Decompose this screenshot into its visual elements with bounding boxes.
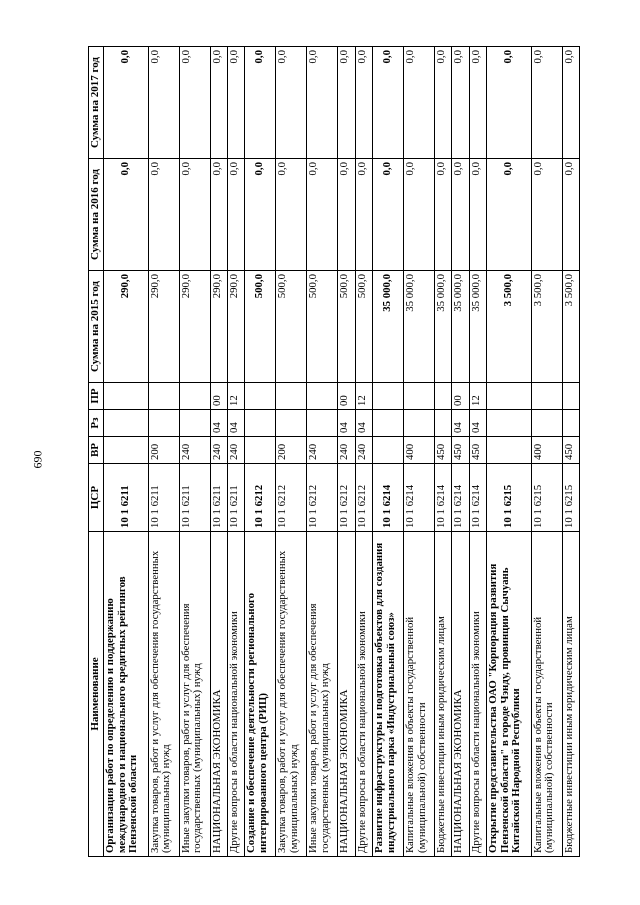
- cell-csr: 10 1 6215: [562, 464, 579, 532]
- cell-sum-2017: 0,0: [228, 47, 245, 159]
- cell-sum-2015: 290,0: [103, 271, 148, 383]
- header-sum-2015: Сумма на 2015 год: [89, 271, 104, 383]
- cell-vr: 400: [531, 437, 562, 464]
- cell-pr: [531, 383, 562, 410]
- cell-rz: [372, 410, 403, 437]
- cell-sum-2016: 0,0: [276, 159, 307, 271]
- cell-sum-2016: 0,0: [103, 159, 148, 271]
- cell-pr: [486, 383, 531, 410]
- cell-pr: [276, 383, 307, 410]
- cell-csr: 10 1 6214: [403, 464, 434, 532]
- cell-sum-2015: 500,0: [245, 271, 276, 383]
- cell-pr: 12: [355, 383, 372, 410]
- cell-sum-2015: 500,0: [355, 271, 372, 383]
- cell-vr: [486, 437, 531, 464]
- cell-csr: 10 1 6211: [210, 464, 227, 532]
- cell-sum-2017: 0,0: [338, 47, 355, 159]
- cell-sum-2017: 0,0: [245, 47, 276, 159]
- header-sum-2016: Сумма на 2016 год: [89, 159, 104, 271]
- cell-rz: 04: [228, 410, 245, 437]
- cell-name: НАЦИОНАЛЬНАЯ ЭКОНОМИКА: [338, 532, 355, 857]
- cell-pr: 12: [469, 383, 486, 410]
- cell-name: Бюджетные инвестиции иным юридическим лицам: [435, 532, 452, 857]
- cell-sum-2017: 0,0: [148, 47, 179, 159]
- cell-sum-2017: 0,0: [372, 47, 403, 159]
- page-number: 690: [30, 450, 45, 469]
- cell-rz: [179, 410, 210, 437]
- cell-name: НАЦИОНАЛЬНАЯ ЭКОНОМИКА: [452, 532, 469, 857]
- cell-csr: 10 1 6215: [486, 464, 531, 532]
- cell-name: Бюджетные инвестиции иным юридическим лицам: [562, 532, 579, 857]
- cell-sum-2017: 0,0: [531, 47, 562, 159]
- cell-vr: 200: [276, 437, 307, 464]
- cell-sum-2015: 290,0: [228, 271, 245, 383]
- cell-sum-2015: 290,0: [179, 271, 210, 383]
- cell-sum-2017: 0,0: [210, 47, 227, 159]
- cell-pr: [403, 383, 434, 410]
- table-row: [372, 47, 403, 857]
- cell-rz: [435, 410, 452, 437]
- cell-name: Развитие инфраструктуры и подготовка объектов для создания индустриального парка «Индустриальный союз»: [372, 532, 403, 857]
- cell-sum-2016: 0,0: [148, 159, 179, 271]
- table-row: [276, 47, 307, 857]
- cell-sum-2015: 35 000,0: [372, 271, 403, 383]
- cell-sum-2015: 500,0: [307, 271, 338, 383]
- cell-vr: 240: [355, 437, 372, 464]
- cell-sum-2016: 0,0: [355, 159, 372, 271]
- cell-sum-2017: 0,0: [276, 47, 307, 159]
- cell-sum-2016: 0,0: [531, 159, 562, 271]
- cell-vr: [372, 437, 403, 464]
- cell-pr: [435, 383, 452, 410]
- cell-pr: [148, 383, 179, 410]
- header-pr: ПР: [89, 383, 104, 410]
- cell-sum-2017: 0,0: [403, 47, 434, 159]
- header-csr: ЦСР: [89, 464, 104, 532]
- table-body: [103, 47, 579, 857]
- header-row: [89, 47, 104, 857]
- cell-name: Капитальные вложения в объекты государственной (муниципальной) собственности: [403, 532, 434, 857]
- cell-sum-2016: 0,0: [338, 159, 355, 271]
- cell-vr: 240: [307, 437, 338, 464]
- cell-sum-2016: 0,0: [210, 159, 227, 271]
- cell-sum-2017: 0,0: [486, 47, 531, 159]
- cell-pr: [103, 383, 148, 410]
- cell-name: Другие вопросы в области национальной экономики: [228, 532, 245, 857]
- cell-sum-2015: 35 000,0: [452, 271, 469, 383]
- rotated-table-container: [88, 47, 580, 857]
- cell-sum-2015: 35 000,0: [435, 271, 452, 383]
- table-row: [103, 47, 148, 857]
- cell-pr: [562, 383, 579, 410]
- cell-sum-2017: 0,0: [307, 47, 338, 159]
- cell-sum-2015: 500,0: [276, 271, 307, 383]
- cell-csr: 10 1 6211: [148, 464, 179, 532]
- cell-sum-2015: 3 500,0: [531, 271, 562, 383]
- cell-pr: [307, 383, 338, 410]
- table-row: [307, 47, 338, 857]
- cell-sum-2016: 0,0: [179, 159, 210, 271]
- cell-name: Другие вопросы в области национальной экономики: [355, 532, 372, 857]
- cell-csr: 10 1 6211: [103, 464, 148, 532]
- table-row: [148, 47, 179, 857]
- cell-rz: [245, 410, 276, 437]
- cell-sum-2015: 500,0: [338, 271, 355, 383]
- cell-vr: [103, 437, 148, 464]
- table-row: [179, 47, 210, 857]
- cell-sum-2017: 0,0: [179, 47, 210, 159]
- table-row: [435, 47, 452, 857]
- table-row: [403, 47, 434, 857]
- cell-sum-2016: 0,0: [452, 159, 469, 271]
- cell-rz: 04: [469, 410, 486, 437]
- cell-rz: 04: [452, 410, 469, 437]
- cell-sum-2016: 0,0: [486, 159, 531, 271]
- cell-pr: 12: [228, 383, 245, 410]
- header-name: Наименование: [89, 532, 104, 857]
- cell-rz: [486, 410, 531, 437]
- cell-pr: 00: [452, 383, 469, 410]
- table-row: [355, 47, 372, 857]
- cell-vr: 200: [148, 437, 179, 464]
- cell-rz: 04: [355, 410, 372, 437]
- budget-table: [88, 46, 580, 857]
- cell-csr: 10 1 6212: [276, 464, 307, 532]
- cell-sum-2016: 0,0: [245, 159, 276, 271]
- cell-vr: 240: [338, 437, 355, 464]
- cell-name: Закупка товаров, работ и услуг для обеспечения государственных (муниципальных) нужд: [148, 532, 179, 857]
- table-header: [89, 47, 104, 857]
- cell-csr: 10 1 6211: [228, 464, 245, 532]
- cell-sum-2015: 35 000,0: [469, 271, 486, 383]
- cell-csr: 10 1 6211: [179, 464, 210, 532]
- table-row: [562, 47, 579, 857]
- cell-sum-2015: 290,0: [210, 271, 227, 383]
- cell-name: Закупка товаров, работ и услуг для обеспечения государственных (муниципальных) нужд: [276, 532, 307, 857]
- cell-name: Организация работ по определению и поддержанию международного и национального кредитных рейтингов Пензенской области: [103, 532, 148, 857]
- cell-csr: 10 1 6212: [307, 464, 338, 532]
- cell-name: НАЦИОНАЛЬНАЯ ЭКОНОМИКА: [210, 532, 227, 857]
- cell-pr: [245, 383, 276, 410]
- cell-rz: [103, 410, 148, 437]
- cell-vr: 400: [403, 437, 434, 464]
- cell-rz: 04: [210, 410, 227, 437]
- cell-sum-2015: 3 500,0: [562, 271, 579, 383]
- cell-sum-2017: 0,0: [103, 47, 148, 159]
- cell-sum-2017: 0,0: [562, 47, 579, 159]
- cell-name: Иные закупки товаров, работ и услуг для обеспечения государственных (муниципальных) нужд: [179, 532, 210, 857]
- cell-rz: [403, 410, 434, 437]
- cell-rz: [562, 410, 579, 437]
- cell-sum-2017: 0,0: [469, 47, 486, 159]
- table-row: [452, 47, 469, 857]
- cell-sum-2015: 290,0: [148, 271, 179, 383]
- table-row: [486, 47, 531, 857]
- cell-sum-2017: 0,0: [355, 47, 372, 159]
- cell-name: Иные закупки товаров, работ и услуг для обеспечения государственных (муниципальных) нужд: [307, 532, 338, 857]
- cell-vr: 450: [562, 437, 579, 464]
- cell-sum-2016: 0,0: [469, 159, 486, 271]
- cell-pr: [372, 383, 403, 410]
- cell-rz: 04: [338, 410, 355, 437]
- cell-vr: 450: [435, 437, 452, 464]
- cell-rz: [276, 410, 307, 437]
- cell-sum-2016: 0,0: [403, 159, 434, 271]
- cell-sum-2016: 0,0: [372, 159, 403, 271]
- cell-vr: 240: [179, 437, 210, 464]
- cell-csr: 10 1 6214: [435, 464, 452, 532]
- cell-vr: 240: [228, 437, 245, 464]
- cell-csr: 10 1 6212: [245, 464, 276, 532]
- cell-sum-2016: 0,0: [435, 159, 452, 271]
- cell-sum-2016: 0,0: [307, 159, 338, 271]
- cell-pr: 00: [210, 383, 227, 410]
- cell-csr: 10 1 6214: [452, 464, 469, 532]
- table-row: [210, 47, 227, 857]
- cell-csr: 10 1 6212: [355, 464, 372, 532]
- table-row: [469, 47, 486, 857]
- cell-name: Капитальные вложения в объекты государственной (муниципальной) собственности: [531, 532, 562, 857]
- cell-rz: [307, 410, 338, 437]
- cell-rz: [531, 410, 562, 437]
- cell-name: Создание и обеспечение деятельности регионального интегрированного центра (РИЦ): [245, 532, 276, 857]
- cell-sum-2015: 35 000,0: [403, 271, 434, 383]
- cell-name: Другие вопросы в области национальной экономики: [469, 532, 486, 857]
- cell-name: Открытие представительства ОАО "Корпорация развития Пензенской области" в городе Чэнду, провинции Сычуань Китайской Народной Республики: [486, 532, 531, 857]
- cell-csr: 10 1 6214: [372, 464, 403, 532]
- table-row: [228, 47, 245, 857]
- cell-vr: 450: [452, 437, 469, 464]
- table-row: [338, 47, 355, 857]
- cell-sum-2016: 0,0: [228, 159, 245, 271]
- cell-csr: 10 1 6214: [469, 464, 486, 532]
- cell-sum-2016: 0,0: [562, 159, 579, 271]
- table-row: [531, 47, 562, 857]
- cell-csr: 10 1 6215: [531, 464, 562, 532]
- cell-vr: 240: [210, 437, 227, 464]
- cell-vr: [245, 437, 276, 464]
- header-vr: ВР: [89, 437, 104, 464]
- cell-sum-2015: 3 500,0: [486, 271, 531, 383]
- table-row: [245, 47, 276, 857]
- cell-pr: 00: [338, 383, 355, 410]
- header-rz: Рз: [89, 410, 104, 437]
- cell-rz: [148, 410, 179, 437]
- cell-pr: [179, 383, 210, 410]
- cell-sum-2017: 0,0: [435, 47, 452, 159]
- header-sum-2017: Сумма на 2017 год: [89, 47, 104, 159]
- cell-sum-2017: 0,0: [452, 47, 469, 159]
- cell-csr: 10 1 6212: [338, 464, 355, 532]
- cell-vr: 450: [469, 437, 486, 464]
